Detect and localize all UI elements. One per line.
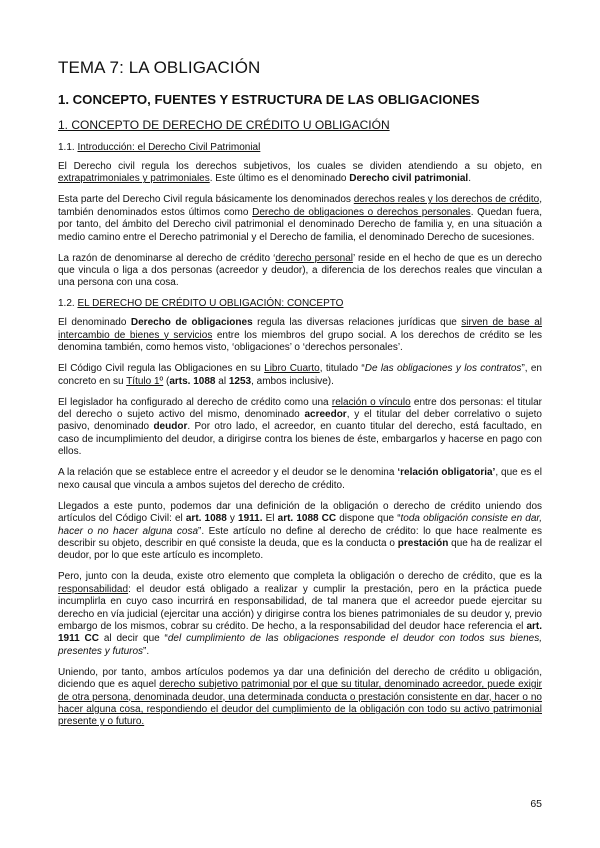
underlined-text: Derecho de obligaciones o derechos personales	[252, 206, 471, 218]
bold-text: Derecho de obligaciones	[130, 317, 253, 329]
paragraph-6	[58, 397, 542, 459]
heading-1-2	[58, 298, 542, 309]
text: , también denominados estos últimos como	[58, 194, 542, 218]
heading-1-2-label: EL DERECHO DE CRÉDITO U OBLIGACIÓN: CONCEPTO	[77, 298, 344, 310]
text: ’ reside en el hecho de que es un derecho que vincula o liga a dos personas (acreedor y deudor), a diferencia de los derechos reales que vinculan a una persona con una cosa.	[58, 252, 542, 289]
bold-text: art. 1088	[185, 513, 227, 525]
bold-text: prestación	[397, 537, 449, 549]
paragraph-3	[58, 253, 542, 290]
text: Uniendo, por tanto, ambos artículos podemos ya dar una definición del derecho de crédito u obligación, diciendo que es aquel	[58, 666, 542, 691]
text: al	[215, 375, 229, 387]
text: al decir que “	[99, 633, 168, 645]
underlined-text: relación o vínculo	[331, 396, 411, 408]
text: El denominado	[58, 317, 131, 329]
text: , que es el nexo causal que vincula a ambos sujetos del derecho de crédito.	[58, 467, 542, 491]
italic-text: De las obligaciones y los contratos	[364, 363, 522, 375]
paragraph-5	[58, 363, 542, 388]
heading-1-1	[58, 142, 542, 153]
bold-text: acreedor	[304, 409, 347, 421]
paragraph-7	[58, 467, 542, 492]
text: Llegados a este punto, podemos dar una definición de la obligación o derecho de crédito uniendo dos artículos del Código Civil: el	[58, 500, 542, 525]
text: . Quedan fuera, por tanto, del ámbito del Derecho civil patrimonial el denominado Derecho de familia y, en una situación a medio camino entre el Derecho patrimonial y el Derecho de familia, el denominado Derecho de sucesiones.	[58, 206, 542, 243]
text: . Este último es el denominado	[209, 173, 350, 185]
text: , ambos inclusive).	[251, 375, 334, 387]
paragraph-1	[58, 161, 542, 186]
underlined-text: derechos reales y los derechos de crédito	[353, 194, 540, 206]
paragraph-4	[58, 317, 542, 354]
text: que ha de realizar el deudor, por lo que este artículo es incompleto.	[58, 537, 542, 562]
text: El legislador ha configurado al derecho de crédito como una	[58, 396, 332, 408]
text: entre los miembros del grupo social. A los derechos de crédito se les denomina también, como hemos visto, ‘obligaciones’ o ‘derechos personales’.	[58, 329, 542, 354]
text: regula las diversas relaciones jurídicas que	[252, 317, 462, 329]
paragraph-9	[58, 571, 542, 658]
bold-text: art. 1911 CC	[58, 620, 542, 645]
document-title: TEMA 7: LA OBLIGACIÓN	[58, 58, 261, 77]
section-heading: 1. CONCEPTO, FUENTES Y ESTRUCTURA DE LAS OBLIGACIONES	[58, 92, 480, 107]
text: La razón de denominarse al derecho de crédito ‘	[58, 252, 276, 264]
underlined-text: derecho personal	[275, 252, 353, 264]
underlined-text: Libro Cuarto	[264, 363, 320, 375]
bold-text: 1253	[228, 375, 252, 387]
heading-1-1-label: Introducción: el Derecho Civil Patrimonial	[77, 142, 261, 153]
bold-text: 1911.	[238, 513, 263, 525]
underlined-text: extrapatrimoniales y patrimoniales	[58, 173, 210, 185]
bold-text: Derecho civil patrimonial	[349, 173, 469, 185]
text: y	[226, 513, 239, 525]
text: entre dos personas: el titular del derecho o sujeto activo del mismo, denominado	[58, 396, 542, 421]
underlined-text: responsabilidad	[58, 583, 129, 595]
text: . Por otro lado, el acreedor, en cuanto titular del derecho, está facultado, en caso de incumplimiento del deudor, a dirigirse contra los bienes de éste, embargarlos y hacerse en pago con ellos.	[58, 421, 542, 458]
page-number: 65	[530, 798, 542, 810]
bold-text: art. 1088 CC	[277, 513, 337, 525]
subsection-heading: 1. CONCEPTO DE DERECHO DE CRÉDITO U OBLIGACIÓN	[58, 118, 390, 132]
paragraph-10	[58, 667, 542, 729]
italic-text: del cumplimiento de las obligaciones responde el deudor con todos sus bienes, presentes y futuros	[58, 633, 542, 657]
underlined-text: derecho subjetivo patrimonial por el que su titular, denominado acreedor, puede exigir de otra persona, denominada deudor, una determinada conducta o prestación consistente en dar, hacer o no hacer alguna cosa, respondiendo el deudor del cumplimiento de la obligación con todo su activo patrimonial presente y o futuro.	[58, 679, 543, 728]
bold-text: deudor	[153, 421, 188, 433]
text: ”, en concreto en su	[58, 363, 542, 387]
text: : el deudor está obligado a realizar y cumplir la prestación, pero en la práctica puede incumplirla en cuyo caso incurrirá en responsabilidad, de tal manera que el acreedor puede ejercitar su derecho en vía judicial (ejercitar una acción) y dirigirse contra los bienes patrimoniales de su deudor y, previo embargo de los mismos, cobrar su crédito. De hecho, a la responsabilidad del deudor hace referencia el	[58, 583, 542, 632]
bold-text: arts. 1088	[169, 375, 216, 387]
text: El Código Civil regula las Obligaciones en su	[58, 363, 265, 375]
heading-1-1-number: 1.1.	[58, 142, 78, 153]
text: dispone que “	[336, 513, 401, 525]
italic-text: toda obligación consiste en dar, hacer o no hacer alguna cosa	[58, 513, 542, 537]
text: , y el titular del deber correlativo o sujeto pasivo, denominado	[58, 409, 542, 433]
text: Pero, junto con la deuda, existe otro elemento que completa la obligación o derecho de crédito, que es la	[58, 571, 542, 583]
text: , titulado “	[319, 363, 365, 375]
text: (	[163, 375, 170, 387]
text: ”.	[143, 645, 150, 657]
paragraph-2	[58, 194, 542, 244]
text: A la relación que se establece entre el acreedor y el deudor se le denomina	[58, 467, 398, 479]
text: El Derecho civil regula los derechos subjetivos, los cuales se dividen atendiendo a su objeto, en	[58, 161, 542, 172]
paragraph-8	[58, 501, 542, 563]
underlined-text: Título 1º	[126, 375, 164, 387]
text: ”. Este artículo no define al derecho de crédito: lo que hace realmente es describir su objeto, describir en qué consiste la deuda, que es la conducta o	[58, 525, 542, 549]
underlined-text: sirven de base al intercambio de bienes y servicios	[58, 317, 542, 341]
bold-text: ‘relación obligatoria’	[397, 467, 496, 479]
text: Esta parte del Derecho Civil regula básicamente los denominados	[58, 194, 354, 206]
text: .	[468, 173, 471, 185]
heading-1-2-number: 1.2.	[58, 298, 78, 310]
text: El	[262, 513, 278, 525]
